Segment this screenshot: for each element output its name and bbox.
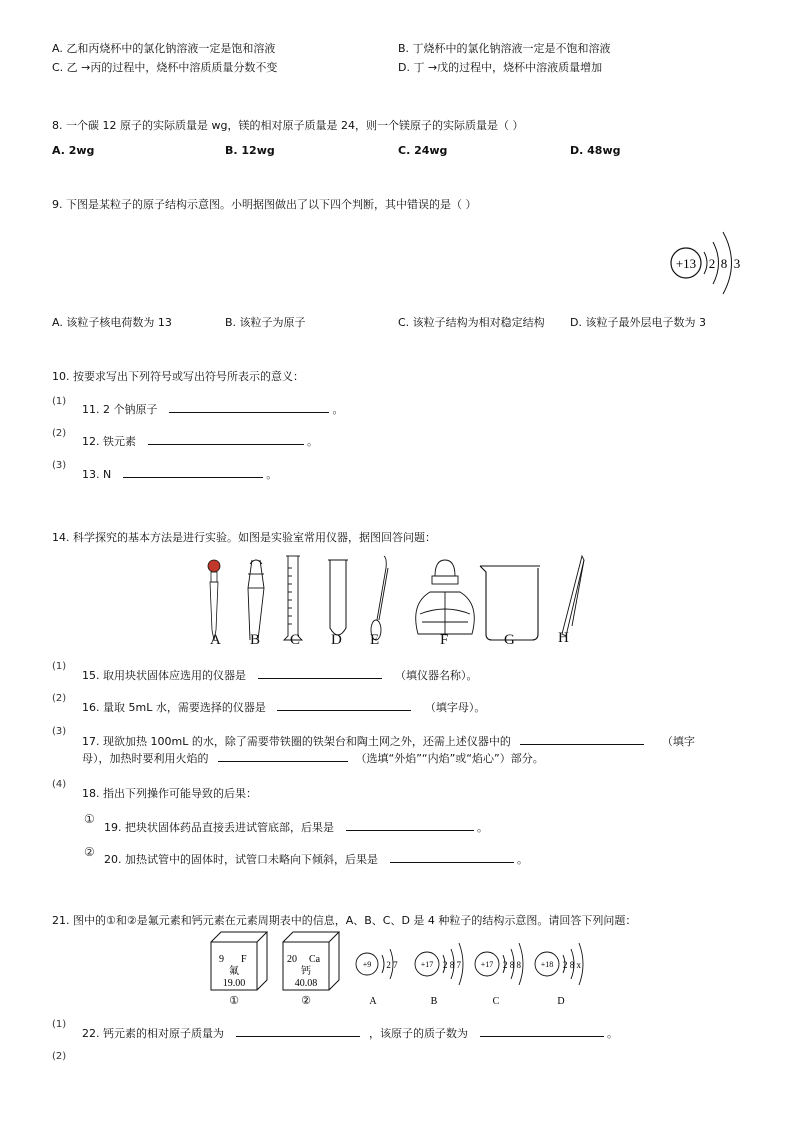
q10-stem: 10. 按要求写出下列符号或写出符号所表示的意义： [52,370,304,383]
q14-sub-4b-index: ② [84,845,95,859]
q9-atom-diagram [660,218,750,308]
q14-sub-1: 15. 取用块状固体应选用的仪器是 （填仪器名称）。 [82,669,478,682]
q7-option-c: C. 乙 →丙的过程中，烧杯中溶质质量分数不变 [52,61,278,74]
label-f: F [440,632,449,648]
atom-a-electrons: 2 7 [386,960,398,970]
q14-sub-4a: 19. 把块状固体药品直接丢进试管底部，后果是 。 [104,821,488,834]
calcium-name: 钙 [301,966,311,977]
atom-a-nucleus: +9 [362,960,372,969]
label-d: D [331,632,342,648]
answer-blank-15[interactable] [258,667,382,679]
q10-sub-2-index: (2) [52,428,67,439]
q21-sub-2-index: (2) [52,1051,67,1062]
answer-blank-20[interactable] [390,851,514,863]
q9-option-b: B. 该粒子为原子 [225,316,306,329]
q21-stem: 21. 图中的①和②是氟元素和钙元素在元素周期表中的信息，A、B、C、D 是 4 种粒子的结构示意图。请回答下列问题： [52,914,637,927]
answer-blank-17b[interactable] [218,750,348,762]
q7-option-d: D. 丁 →戊的过程中，烧杯中溶液质量增加 [398,61,603,74]
shell-1-electrons: 2 [708,256,716,271]
atom-d-electrons: 2 8 x [563,960,581,970]
atom-c-nucleus: +17 [480,960,494,969]
calcium-symbol: Ca [309,954,321,965]
q14-sub-3-line1: 17. 现欲加热 100mL 的水，除了需要带铁圈的铁架台和陶土网之外，还需上述仪器中的 （填字 [82,735,695,748]
q7-option-b: B. 丁烧杯中的氯化钠溶液一定是不饱和溶液 [398,42,611,55]
answer-blank-12[interactable] [148,433,304,445]
atom-b-tag: B [430,996,438,1007]
instrument-c-measuring-cylinder [284,556,302,640]
answer-blank-13[interactable] [123,466,263,478]
answer-blank-22b[interactable] [480,1025,604,1037]
answer-blank-22a[interactable] [236,1025,360,1037]
q14-sub-3-line2: 母），加热时要利用火焰的 （选填“外焰”“内焰”或“焰心”）部分。 [82,752,544,765]
label-h: H [558,630,569,646]
q8-option-d: D. 48wg [570,144,621,157]
fluorine-symbol: F [241,954,247,965]
q8-option-c: C. 24wg [398,144,448,157]
q10-sub-3-index: (3) [52,460,67,471]
label-c: C [290,632,301,648]
calcium-tag: ② [301,995,311,1007]
label-e: E [370,632,380,648]
nucleus-charge: +13 [675,256,697,271]
shell-2-electrons: 8 [720,256,728,271]
answer-blank-11[interactable] [169,401,329,413]
q8-option-b: B. 12wg [225,144,275,157]
answer-blank-19[interactable] [346,819,474,831]
q14-sub-4-index: (4) [52,779,67,790]
q10-sub-1: 11. 2 个钠原子 。 [82,403,344,416]
answer-blank-17a[interactable] [520,733,644,745]
q10-sub-1-index: (1) [52,396,67,407]
q14-stem: 14. 科学探究的基本方法是进行实验。如图是实验室常用仪器，据图回答问题： [52,531,436,544]
atom-a-tag: A [369,996,377,1007]
label-a: A [210,632,221,648]
fluorine-name: 氟 [229,966,239,977]
q8-option-a: A. 2wg [52,144,95,157]
atom-c-electrons: 2 8 8 [503,960,521,970]
atom-d-nucleus: +18 [540,960,554,969]
q14-sub-2: 16. 量取 5mL 水，需要选择的仪器是 （填字母）。 [82,701,486,714]
fluorine-mass: 19.00 [222,978,246,989]
calcium-number: 20 [287,954,297,965]
instrument-labels [210,632,610,652]
answer-blank-16[interactable] [277,699,411,711]
q14-sub-4a-index: ① [84,812,95,826]
q21-sub-1-index: (1) [52,1019,67,1030]
atom-d-tag: D [557,996,565,1007]
q14-sub-4b: 20. 加热试管中的固体时，试管口未略向下倾斜，后果是 。 [104,853,528,866]
q8-stem: 8. 一个碳 12 原子的实际质量是 wg，镁的相对原子质量是 24，则一个镁原子的实际质量是（ ） [52,119,524,132]
q7-option-a: A. 乙和丙烧杯中的氯化钠溶液一定是饱和溶液 [52,42,276,55]
instrument-h-tweezers [562,556,584,636]
instrument-f-alcohol-lamp [416,560,475,634]
fluorine-number: 9 [219,954,224,965]
q14-sub-2-index: (2) [52,693,67,704]
label-b: B [250,632,261,648]
q9-option-a: A. 该粒子核电荷数为 13 [52,316,172,329]
q21-figure [205,928,605,1008]
calcium-mass: 40.08 [294,978,318,989]
q9-option-d: D. 该粒子最外层电子数为 3 [570,316,706,329]
label-g: G [504,632,515,648]
q14-sub-4: 18. 指出下列操作可能导致的后果： [82,787,257,800]
q14-sub-1-index: (1) [52,661,67,672]
instrument-e-spoon [371,556,388,640]
instrument-b-tube-holder [248,560,264,640]
atom-b-electrons: 2 8 7 [443,960,461,970]
atom-c-tag: C [492,996,500,1007]
q21-sub-1: 22. 钙元素的相对原子质量为 ，该原子的质子数为 。 [82,1027,618,1040]
q14-sub-3-index: (3) [52,726,67,737]
q9-option-c: C. 该粒子结构为相对稳定结构 [398,316,545,329]
atom-b-nucleus: +17 [420,960,434,969]
q9-stem: 9. 下图是某粒子的原子结构示意图。小明据图做出了以下四个判断，其中错误的是（ ） [52,198,477,211]
instrument-d-test-tube [328,560,348,635]
fluorine-tag: ① [229,995,239,1007]
shell-3-electrons: 3 [733,256,741,271]
q10-sub-2: 12. 铁元素 。 [82,435,318,448]
instrument-a-dropper [208,560,220,640]
instrument-g-beaker [480,566,540,640]
q10-sub-3: 13. N 。 [82,468,278,481]
